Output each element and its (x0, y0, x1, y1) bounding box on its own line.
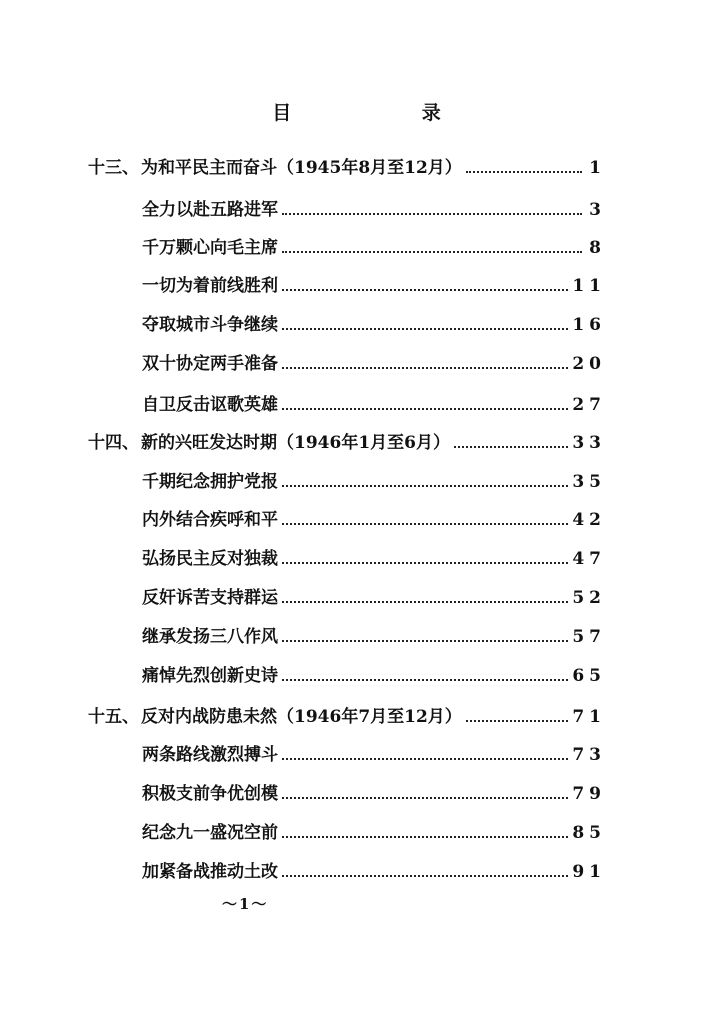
toc-page-number: 71 (572, 707, 606, 727)
dot-leader (282, 485, 568, 487)
toc-page-number: 91 (572, 862, 606, 882)
toc-chapter-entry[interactable] (88, 153, 606, 183)
toc-page-number: 8 (589, 238, 606, 258)
toc-section-entry[interactable] (142, 233, 606, 263)
toc-page-number: 3 (589, 200, 606, 220)
toc-page-number: 1 (589, 158, 606, 178)
toc-page-number: 57 (572, 627, 606, 647)
toc-entry-title: 反奸诉苦支持群运 (142, 588, 278, 608)
toc-page-number: 11 (572, 276, 606, 296)
toc-section-entry[interactable] (142, 740, 606, 770)
dot-leader (466, 720, 569, 722)
toc-section-entry[interactable] (142, 857, 606, 887)
toc-chapter-entry[interactable] (88, 702, 606, 732)
dot-leader (282, 836, 568, 838)
toc-entry-title: 痛悼先烈创新史诗 (142, 666, 278, 686)
dot-leader (466, 171, 582, 173)
toc-page-number: 35 (572, 472, 606, 492)
dot-leader (282, 367, 568, 369)
toc-page-number: 16 (572, 315, 606, 335)
toc-section-entry[interactable] (142, 467, 606, 497)
toc-section-entry[interactable] (142, 195, 606, 225)
toc-entry-title: 全力以赴五路进军 (142, 200, 278, 220)
toc-chapter-entry[interactable] (88, 428, 606, 458)
dot-leader (282, 328, 568, 330)
toc-entry-title: 反对内战防患未然（1946年7月至12月） (141, 707, 462, 727)
dot-leader (282, 758, 568, 760)
toc-section-entry[interactable] (142, 779, 606, 809)
toc-section-entry[interactable] (142, 349, 606, 379)
dot-leader (282, 640, 568, 642)
toc-section-entry[interactable] (142, 622, 606, 652)
toc-page-number: 52 (572, 588, 606, 608)
toc-page-number: 47 (572, 549, 606, 569)
toc-section-entry[interactable] (142, 505, 606, 535)
page-number-footer: ～1～ (222, 895, 269, 913)
toc-entry-title: 千万颗心向毛主席 (142, 238, 278, 258)
dot-leader (282, 523, 568, 525)
toc-page-number: 20 (572, 354, 606, 374)
toc-entry-title: 弘扬民主反对独裁 (142, 549, 278, 569)
toc-section-entry[interactable] (142, 818, 606, 848)
toc-section-entry[interactable] (142, 310, 606, 340)
toc-page-number: 42 (572, 510, 606, 530)
dot-leader (282, 601, 568, 603)
dot-leader (282, 797, 568, 799)
toc-page-number: 73 (572, 745, 606, 765)
toc-entry-title: 加紧备战推动土改 (142, 862, 278, 882)
page-title: 目 录 (272, 102, 503, 124)
toc-page-number: 27 (572, 395, 606, 415)
toc-entry-title: 内外结合疾呼和平 (142, 510, 278, 530)
toc-entry-title: 继承发扬三八作风 (142, 627, 278, 647)
dot-leader (454, 446, 568, 448)
toc-entry-title: 新的兴旺发达时期（1946年1月至6月） (141, 433, 450, 453)
toc-entry-title: 一切为着前线胜利 (142, 276, 278, 296)
toc-entry-title: 双十协定两手准备 (142, 354, 278, 374)
dot-leader (282, 562, 568, 564)
dot-leader (282, 251, 582, 253)
toc-page-number: 65 (572, 666, 606, 686)
toc-section-entry[interactable] (142, 271, 606, 301)
dot-leader (282, 289, 568, 291)
toc-chapter-number: 十三、 (88, 158, 139, 178)
toc-chapter-number: 十四、 (88, 433, 139, 453)
toc-page-number: 85 (572, 823, 606, 843)
toc-page-number: 33 (572, 433, 606, 453)
toc-entry-title: 两条路线激烈搏斗 (142, 745, 278, 765)
toc-section-entry[interactable] (142, 390, 606, 420)
dot-leader (282, 213, 582, 215)
dot-leader (282, 408, 568, 410)
toc-section-entry[interactable] (142, 544, 606, 574)
toc-entry-title: 纪念九一盛况空前 (142, 823, 278, 843)
toc-entry-title: 积极支前争优创模 (142, 784, 278, 804)
dot-leader (282, 679, 568, 681)
toc-entry-title: 千期纪念拥护党报 (142, 472, 278, 492)
toc-section-entry[interactable] (142, 583, 606, 613)
toc-chapter-number: 十五、 (88, 707, 139, 727)
toc-entry-title: 为和平民主而奋斗（1945年8月至12月） (141, 158, 462, 178)
toc-section-entry[interactable] (142, 661, 606, 691)
toc-entry-title: 夺取城市斗争继续 (142, 315, 278, 335)
toc-entry-title: 自卫反击讴歌英雄 (142, 395, 278, 415)
toc-page-number: 79 (572, 784, 606, 804)
dot-leader (282, 875, 568, 877)
